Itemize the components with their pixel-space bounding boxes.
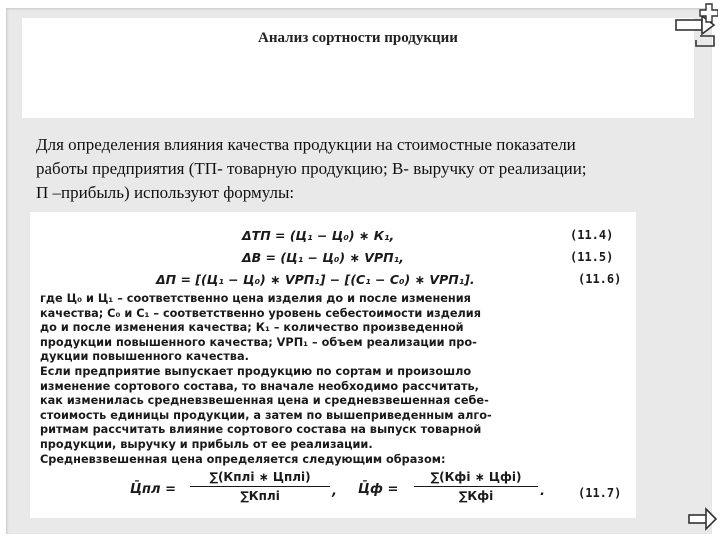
- fraction-numerator: ∑(Кфi ∗ Цфi): [414, 470, 538, 487]
- avg-price-fact-fraction: [414, 470, 538, 503]
- next-arrow-icon[interactable]: [688, 506, 718, 532]
- formula-number: (11.7): [578, 486, 622, 500]
- paragraph-line: Средневзвешенная цена определяется следующим образом:: [40, 452, 446, 466]
- intro-text: [36, 133, 696, 205]
- formula-11-4: ΔТП = (Ц₁ − Ц₀) ∗ К₁,: [242, 228, 395, 243]
- formula-11-5: ΔВ = (Ц₁ − Ц₀) ∗ VРП₁,: [242, 250, 404, 265]
- avg-price-plan-symbol: Ц̄пл =: [130, 482, 176, 497]
- formula-number: (11.6): [578, 272, 622, 286]
- intro-line: П –прибыль) используют формулы:: [36, 183, 295, 202]
- intro-line: Для определения влияния качества продукции на стоимостные показатели: [36, 135, 576, 154]
- paragraph-line: как изменилась средневзвешенная цена и средневзвешенная себе-: [40, 394, 489, 408]
- fraction-numerator: ∑(Кплi ∗ Цплi): [190, 470, 330, 487]
- intro-line: работы предприятия (ТП- товарную продукцию; В- выручку от реализации;: [36, 159, 587, 178]
- paragraph-line: продукции повышенного качества; VРП₁ – объем реализации про-: [40, 335, 477, 349]
- paragraph-line: продукции, выручку и прибыль от ее реализации.: [40, 437, 373, 451]
- formula-11-6: ΔП = [(Ц₁ − Ц₀) ∗ VРП₁] − [(С₁ − С₀) ∗ VРП₁].: [156, 272, 475, 287]
- paragraph-line: где Ц₀ и Ц₁ – соответственно цена изделия до и после изменения: [40, 292, 471, 305]
- paragraph-line: качества; С₀ и С₁ – соответственно уровень себестоимости изделия: [40, 306, 481, 320]
- formula-end: .: [540, 484, 545, 499]
- fraction-denominator: ∑Кфi: [458, 489, 494, 503]
- paragraph-line: ритмам рассчитать влияние сортового состава на выпуск товарной: [40, 423, 482, 437]
- paragraph-line: изменение сортового состава, то вначале необходимо рассчитать,: [40, 379, 479, 393]
- document-paragraph: [40, 292, 630, 467]
- formula-number: (11.5): [570, 250, 614, 264]
- paragraph-line: стоимость единицы продукции, а затем по вышеприведенным алго-: [40, 408, 492, 422]
- title-box: [22, 18, 694, 118]
- avg-price-plan-fraction: [190, 470, 330, 503]
- scanned-document: [30, 212, 636, 518]
- avg-price-fact-symbol: Ц̄ф =: [358, 482, 399, 497]
- formula-separator: ,: [332, 484, 337, 499]
- slide-title: Анализ сортности продукции: [258, 30, 458, 46]
- expand-corner-icon[interactable]: [672, 2, 718, 50]
- paragraph-line: дукции повышенного качества.: [40, 350, 249, 364]
- formula-number: (11.4): [570, 228, 614, 242]
- paragraph-line: Если предприятие выпускает продукцию по сортам и произошло: [40, 364, 472, 378]
- fraction-denominator: ∑Кплi: [240, 489, 280, 503]
- paragraph-line: до и после изменения качества; К₁ – количество произведенной: [40, 321, 464, 335]
